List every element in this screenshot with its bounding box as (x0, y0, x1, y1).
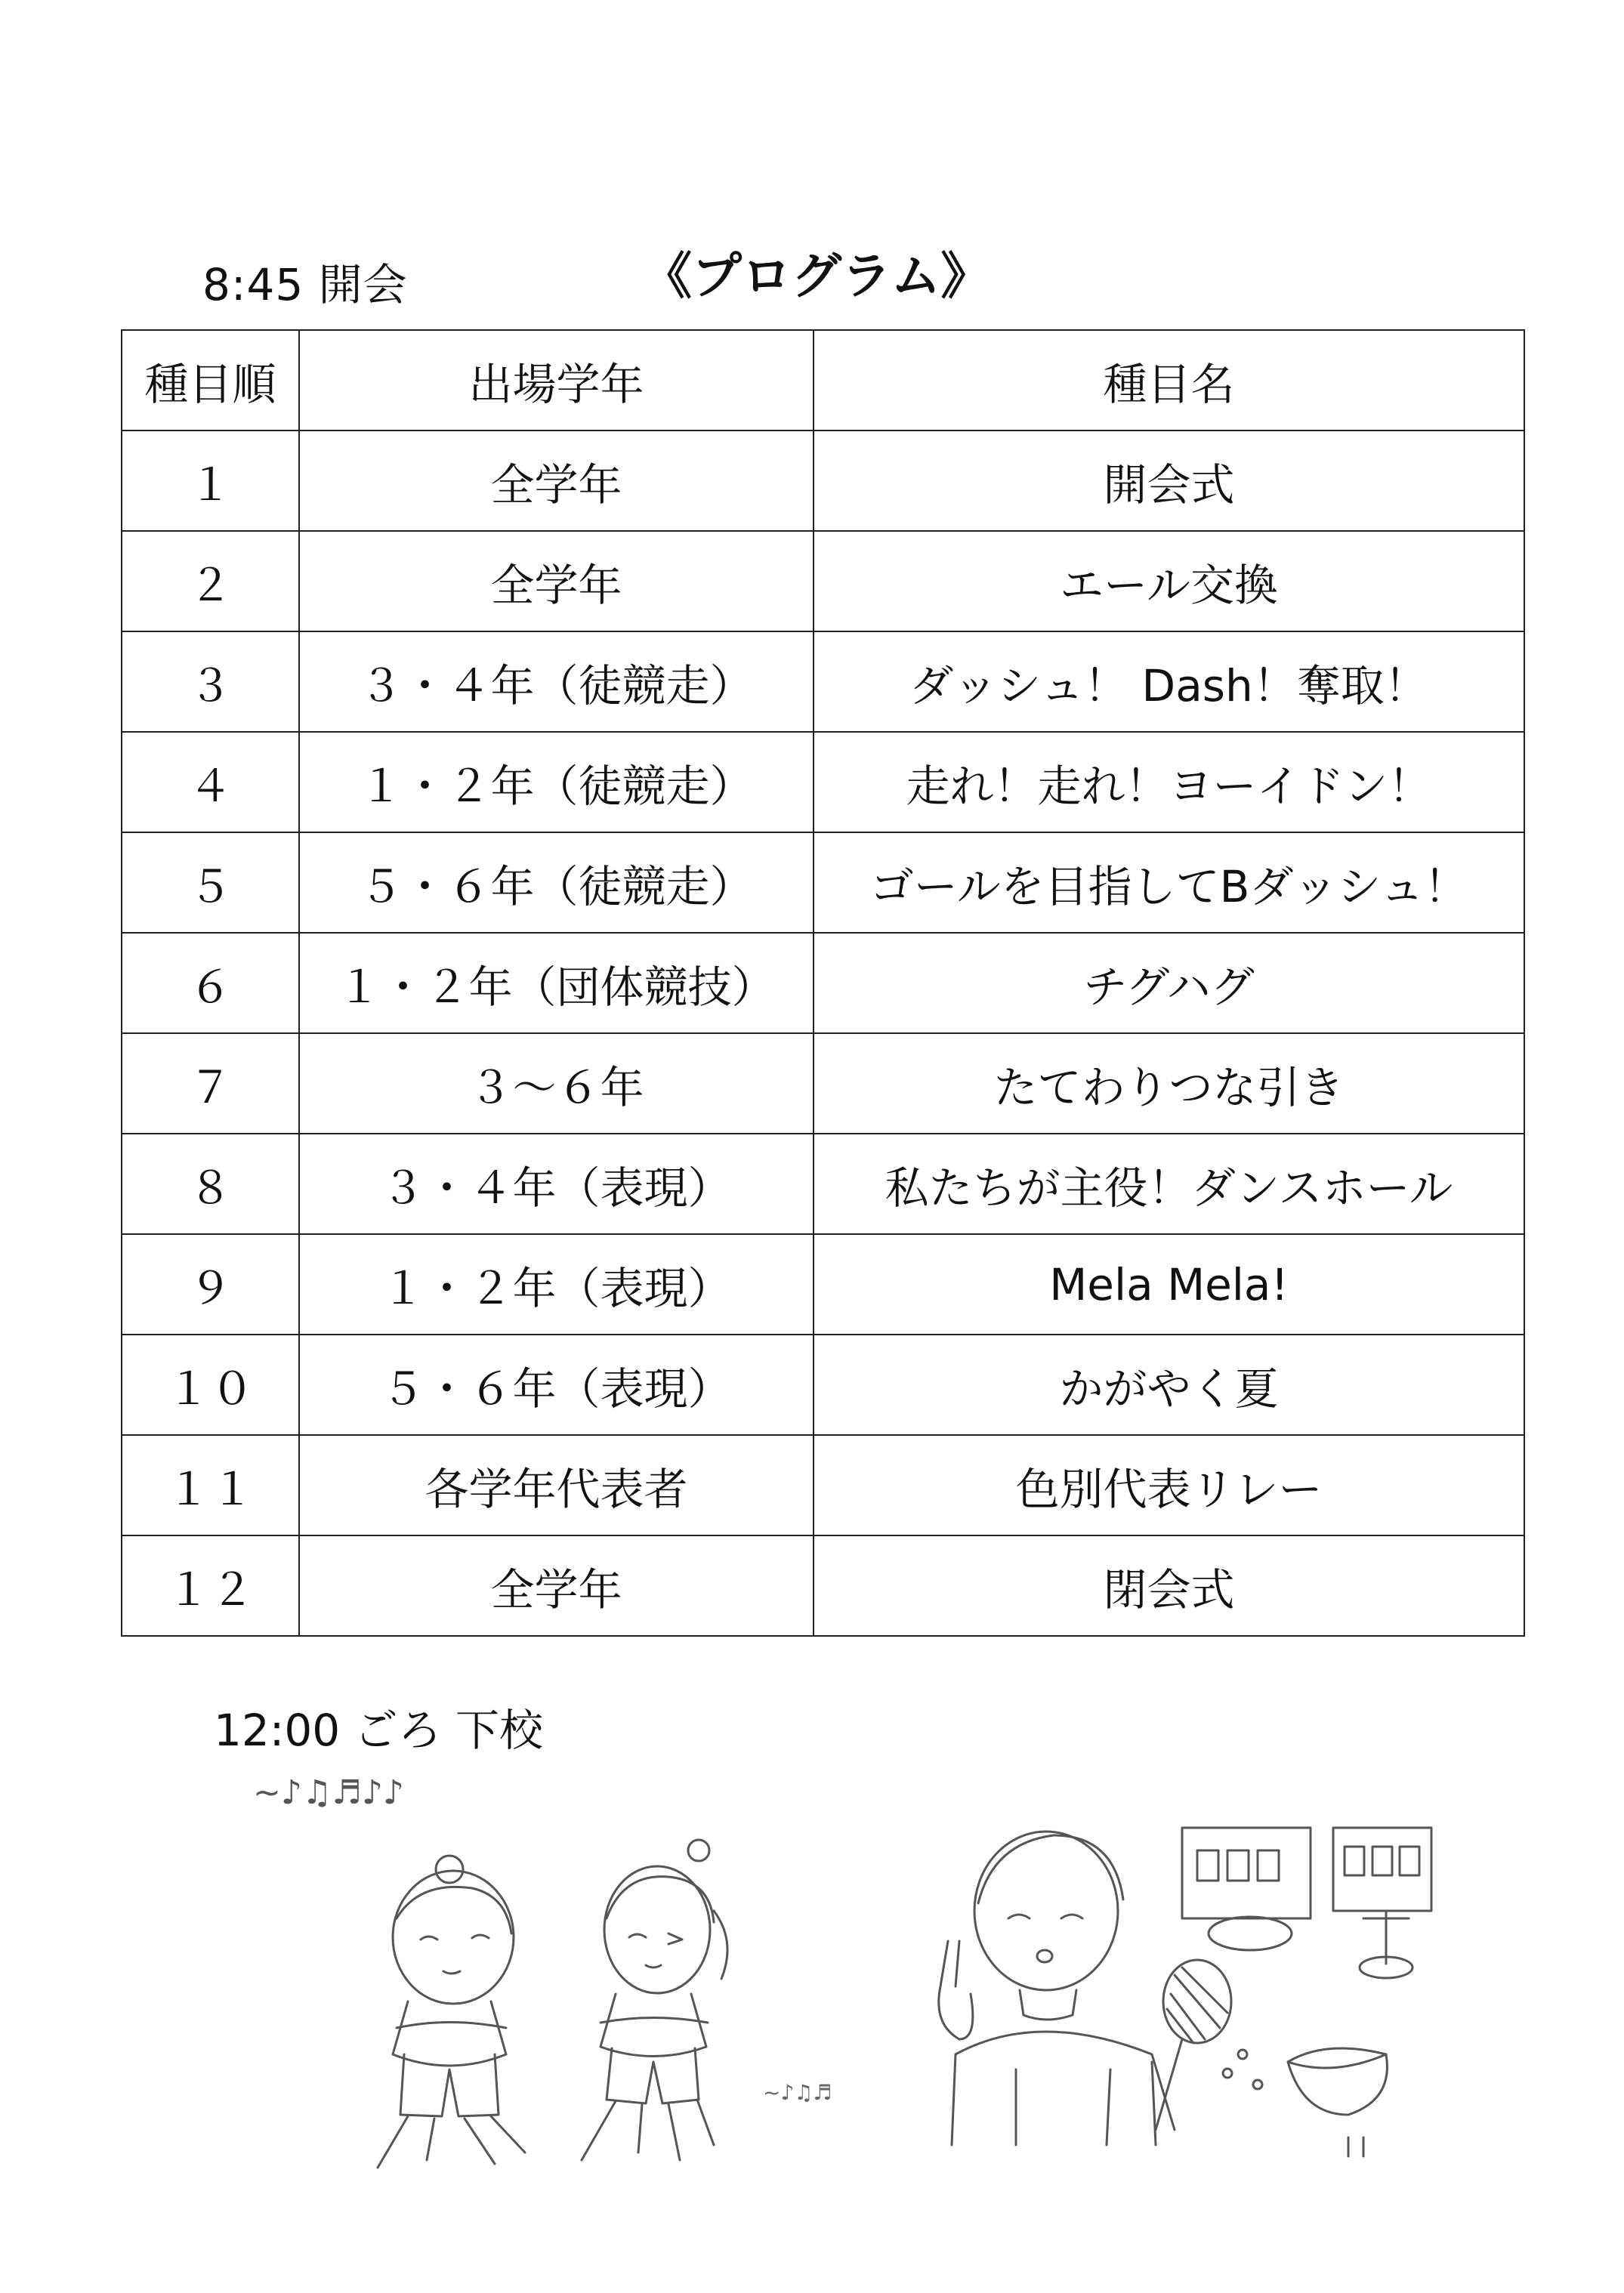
open-time: 8:45 開会 (202, 259, 408, 310)
row-grade: ３・４年（徒競走） (299, 631, 814, 732)
row-grade: １・２年（団体競技） (299, 933, 814, 1033)
row-number: １２ (122, 1535, 299, 1636)
table-header-row (122, 330, 1524, 431)
table-row (122, 933, 1524, 1033)
row-event: チグハグ (814, 933, 1524, 1033)
table-row (122, 631, 1524, 732)
table-row (122, 431, 1524, 531)
row-number: ３ (122, 631, 299, 732)
page-title: 《プログラム》 (642, 247, 991, 305)
table-row (122, 1335, 1524, 1435)
table-row (122, 1033, 1524, 1134)
row-grade: １・２年（表現） (299, 1234, 814, 1335)
row-event: エール交換 (814, 531, 1524, 631)
boy-figure (939, 1832, 1175, 2145)
row-number: ７ (122, 1033, 299, 1134)
row-event: 色別代表リレー (814, 1435, 1524, 1535)
row-number: ６ (122, 933, 299, 1033)
row-grade: 各学年代表者 (299, 1435, 814, 1535)
girl-figure-left (378, 1856, 525, 2168)
table-row (122, 732, 1524, 832)
program-table (121, 329, 1525, 1637)
row-event: 閉会式 (814, 1535, 1524, 1636)
table-row (122, 1134, 1524, 1234)
row-number: １１ (122, 1435, 299, 1535)
table-row (122, 1234, 1524, 1335)
row-number: ９ (122, 1234, 299, 1335)
bowl-icon (1223, 2048, 1387, 2156)
girl-figure-right (582, 1840, 727, 2160)
column-header-grade: 出場学年 (299, 330, 814, 431)
row-number: ８ (122, 1134, 299, 1234)
music-notes-icon: ~♪♫♬♪♪ (253, 1773, 404, 1812)
row-number: ４ (122, 732, 299, 832)
small-notes (763, 2069, 854, 2115)
row-event: 開会式 (814, 431, 1524, 531)
column-header-order: 種目順 (122, 330, 299, 431)
row-event: かがやく夏 (814, 1335, 1524, 1435)
row-grade: 全学年 (299, 1535, 814, 1636)
row-number: ５ (122, 832, 299, 933)
row-grade: ５・６年（徒競走） (299, 832, 814, 933)
row-number: １ (122, 431, 299, 531)
table-row (122, 1435, 1524, 1535)
boy-sketch (925, 1813, 1439, 2160)
row-event: 私たちが主役！ダンスホール (814, 1134, 1524, 1234)
row-grade: １・２年（徒競走） (299, 732, 814, 832)
row-grade: ３・４年（表現） (299, 1134, 814, 1234)
row-number: ２ (122, 531, 299, 631)
row-event: Mela Mela! (814, 1234, 1524, 1335)
two-girls-sketch (245, 1767, 789, 2175)
table-row (122, 832, 1524, 933)
row-event: ゴールを目指してBダッシュ！ (814, 832, 1524, 933)
row-number: １０ (122, 1335, 299, 1435)
table-row (122, 531, 1524, 631)
row-grade: ５・６年（表現） (299, 1335, 814, 1435)
close-time: 12:00 ごろ 下校 (214, 1705, 544, 1756)
row-grade: 全学年 (299, 531, 814, 631)
shop-stand-right-icon (1333, 1828, 1431, 1978)
row-event: 走れ！走れ！ヨーイドン！ (814, 732, 1524, 832)
shop-stand-left-icon (1182, 1828, 1311, 1950)
row-grade: ３～６年 (299, 1033, 814, 1134)
row-event: たてわりつな引き (814, 1033, 1524, 1134)
row-grade: 全学年 (299, 431, 814, 531)
row-event: ダッシュ！ Dash！奪取！ (814, 631, 1524, 732)
music-notes-icon: ~♪♫♬ (763, 2080, 832, 2105)
table-row (122, 1535, 1524, 1636)
column-header-event: 種目名 (814, 330, 1524, 431)
